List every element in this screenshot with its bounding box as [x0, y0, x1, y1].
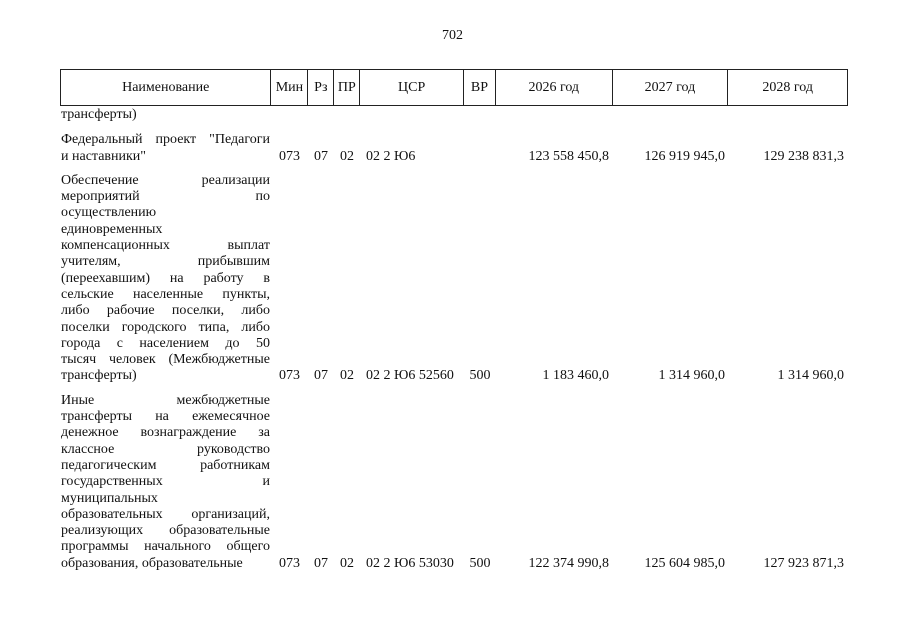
table-header [60, 69, 848, 106]
header-rz: Рз [308, 70, 334, 105]
cell-2028: 1 314 960,0 [777, 368, 844, 384]
cell-2027: 1 314 960,0 [658, 368, 725, 384]
name-line: и наставники" [61, 148, 147, 164]
name-line: Иные межбюджетные [61, 392, 270, 408]
cell-pr: 02 [340, 555, 354, 571]
header-name: Наименование [61, 70, 271, 105]
cell-rz: 07 [314, 555, 328, 571]
name-line: единовременных [61, 221, 163, 237]
cell-2027: 125 604 985,0 [644, 555, 725, 571]
cell-rz: 07 [314, 368, 328, 384]
name-line: классное руководство [61, 441, 270, 457]
name-line: денежное вознаграждение за [61, 425, 270, 441]
name-line: учителям, прибывшим [61, 254, 270, 270]
cell-2027: 126 919 945,0 [644, 148, 725, 164]
cell-name [60, 393, 271, 572]
name-line: государственных и [61, 474, 270, 490]
cell-rz: 07 [314, 148, 328, 164]
name-line: тысяч человек (Межбюджетные [61, 352, 270, 368]
name-line: трансферты на ежемесячное [61, 409, 270, 425]
table-row [60, 132, 848, 165]
header-min: Мин [271, 70, 308, 105]
table-row [60, 173, 848, 385]
name-line: педагогическим работникам [61, 457, 270, 473]
name-line: сельские населенные пункты, [61, 286, 270, 302]
name-line: реализующих образовательные [61, 523, 270, 539]
name-line: либо рабочие поселки, либо [61, 303, 270, 319]
cell-name [60, 107, 271, 123]
name-line: мероприятий по [61, 189, 270, 205]
cell-2026: 122 374 990,8 [528, 555, 609, 571]
table-body [60, 107, 848, 572]
cell-vr: 500 [469, 368, 491, 384]
name-line: Обеспечение реализации [61, 172, 270, 188]
name-line: компенсационных выплат [61, 238, 270, 254]
cell-csr: 02 2 Ю6 53030 [366, 555, 454, 571]
cell-2026: 1 183 460,0 [542, 368, 609, 384]
cell-2028: 127 923 871,3 [763, 555, 844, 571]
header-2026: 2026 год [496, 70, 613, 105]
table-row [60, 393, 848, 572]
table-row [60, 107, 848, 123]
name-line: осуществлению [61, 205, 157, 221]
name-line: трансферты) [61, 368, 137, 384]
cell-csr: 02 2 Ю6 52560 [366, 368, 454, 384]
cell-min: 073 [279, 368, 300, 384]
header-pr: ПР [334, 70, 360, 105]
page-number: 702 [442, 28, 463, 43]
name-line: образования, образовательные [61, 555, 243, 571]
name-line: трансферты) [61, 107, 137, 122]
cell-name [60, 173, 271, 385]
header-vr: ВР [464, 70, 496, 105]
name-line: поселки городского типа, либо [61, 319, 270, 335]
header-2027: 2027 год [613, 70, 729, 105]
budget-table [60, 69, 848, 572]
header-2028: 2028 год [762, 79, 813, 95]
cell-2028: 129 238 831,3 [763, 148, 844, 164]
cell-2026: 123 558 450,8 [528, 148, 609, 164]
name-line: (переехавшим) на работу в [61, 270, 270, 286]
name-line: муниципальных [61, 490, 158, 506]
header-csr: ЦСР [360, 70, 464, 105]
cell-min: 073 [279, 148, 300, 164]
cell-vr: 500 [469, 555, 491, 571]
cell-pr: 02 [340, 368, 354, 384]
name-line: программы начального общего [61, 539, 270, 555]
cell-csr: 02 2 Ю6 [366, 148, 416, 164]
name-line: города с населением до 50 [61, 335, 270, 351]
cell-min: 073 [279, 555, 300, 571]
cell-pr: 02 [340, 148, 354, 164]
name-line: образовательных организаций, [61, 506, 270, 522]
name-line: Федеральный проект "Педагоги [61, 132, 270, 148]
cell-name [60, 132, 271, 165]
